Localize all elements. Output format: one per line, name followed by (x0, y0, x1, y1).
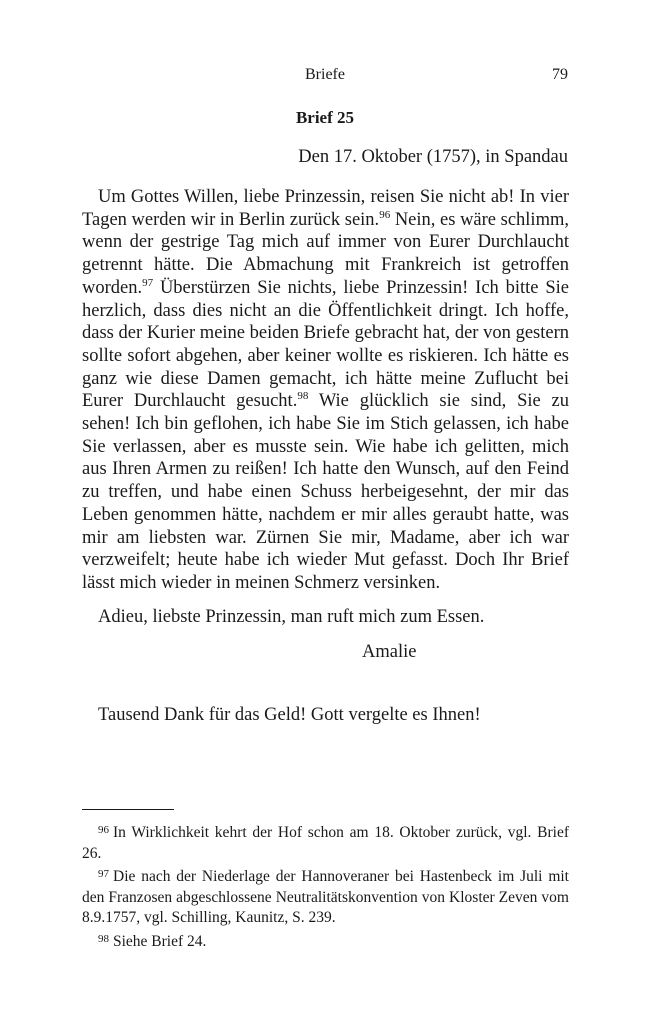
footnote-text: Die nach der Niederlage der Hannoveraner bei Hastenbeck im Juli mit den Franzosen abgeschlossene Neutralitätskonvention von Kloster Zeven vom 8.9.1757, vgl. Schilling, Kaunitz, S. 239. (82, 868, 569, 926)
footnote-divider (82, 809, 174, 810)
footnote (82, 929, 569, 953)
body-text-segment: Um Gottes Willen, liebe Prinzessin, reisen Sie nicht ab! In vier Tagen werden wir in Berlin zurück sein. (82, 187, 569, 230)
footnote-reference: 97 (142, 276, 154, 289)
letter-dateline: Den 17. Oktober (1757), in Spandau (298, 147, 568, 167)
footnote-number: 98 (98, 932, 109, 945)
body-text-segment: Überstürzen Sie nichts, liebe Prinzessin! Ich bitte Sie herzlich, dass dies nicht an die Öffentlichkeit dringt. Ich hoffe, dass der Kurier meine beiden Briefe gebracht hat, der von gestern sollte sofort abgehen, aber keiner wollte es riskieren. Ich hätte es ganz wie diese Damen gemacht, ich hätte meine Zuflucht bei Eurer Durchlaucht gesucht. (82, 277, 569, 412)
letter-signature: Amalie (362, 642, 417, 662)
letter-heading: Brief 25 (295, 108, 355, 127)
footnote-number: 96 (98, 824, 109, 836)
footnote (82, 864, 569, 929)
footnote-reference: 98 (297, 390, 309, 403)
footnote (82, 820, 569, 864)
footnote-text: In Wirklichkeit kehrt der Hof schon am 18. Oktober zurück, vgl. Brief 26. (82, 824, 569, 862)
body-text-segment: Wie glücklich sie sind, Sie zu sehen! Ich bin geflohen, ich habe Sie im Stich gelassen, ich habe Sie verlassen, aber es musste sein. Wie habe ich gelitten, mich aus Ihren Armen zu reißen! Ich hatte den Wunsch, auf den Feind zu treffen, und habe einen Schuss herbeigesehnt, der mir das Leben genommen hätte, nachdem er mir alles geraubt hatte, was mir am liebsten war. Zürnen Sie mir, Madame, aber ich war verzweifelt; heute habe ich wieder Mut gefasst. Doch Ihr Brief lässt mich wieder in meinen Schmerz versinken. (82, 391, 570, 593)
footnotes (82, 820, 569, 952)
footnote-number: 97 (98, 868, 109, 880)
letter-paragraph (82, 186, 569, 595)
footnote-reference: 96 (379, 208, 391, 221)
letter-postscript: Tausend Dank für das Geld! Gott vergelte es Ihnen! (98, 705, 481, 725)
page-number: 79 (552, 66, 568, 83)
letter-closing: Adieu, liebste Prinzessin, man ruft mich zum Essen. (98, 607, 485, 627)
running-title: Briefe (305, 66, 345, 83)
letter-body (82, 186, 569, 595)
footnote-text: Siehe Brief 24. (113, 932, 207, 950)
body-text-segment: Nein, es wäre schlimm, wenn der gestrige Tag mich auf immer von Eurer Durchlaucht getrennt hätte. Die Abmachung mit Frankreich ist getroffen worden. (82, 209, 569, 298)
